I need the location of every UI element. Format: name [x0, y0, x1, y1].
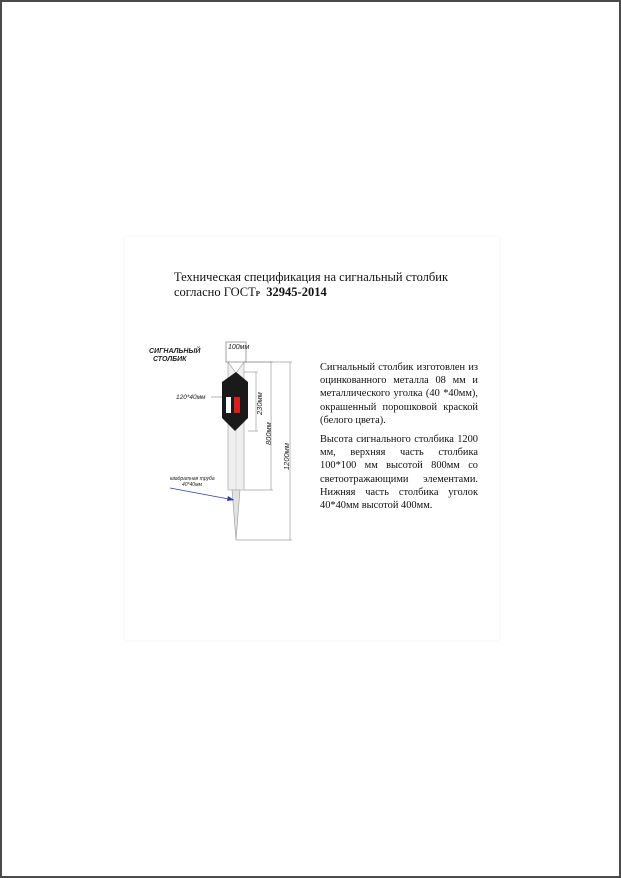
- document-title: [174, 270, 448, 302]
- pipe-label-line-1: квадратная труба: [170, 476, 215, 482]
- figure-caption-line-2: СТОЛБИК: [153, 356, 187, 363]
- post-lower-angle: [232, 490, 240, 540]
- title-gost-subscript: Р: [255, 290, 261, 298]
- description-text: [320, 361, 478, 518]
- post-drawing-svg: [148, 340, 313, 545]
- dim-width-label: 100мм: [228, 344, 250, 351]
- dim-800-label: 800мм: [264, 422, 273, 445]
- description-paragraph-1: Сигнальный столбик изготовлен из оцинкованного металла 08 мм и металлического уголка (40 *40мм), окрашенный порошковой краской (белого цвета).: [320, 362, 478, 426]
- post-drawing: [148, 340, 313, 545]
- pipe-label-line-2: 40*40мм: [182, 482, 202, 488]
- title-line-2: [174, 285, 448, 302]
- dim-angle-label: 120*40мм: [176, 394, 206, 401]
- title-gost-prefix: согласно ГОСТ: [174, 285, 256, 299]
- reflector-red-stripe: [234, 397, 240, 413]
- title-gost-number: 32945-2014: [266, 285, 327, 299]
- pipe-leader-arrow: [170, 488, 234, 500]
- dim-230-label: 230мм: [255, 392, 264, 415]
- reflector-white-stripe: [226, 397, 231, 413]
- figure-caption-line-1: СИГНАЛЬНЫЙ: [149, 348, 201, 355]
- description-paragraph-2: Высота сигнального столбика 1200 мм, верхняя часть столбика 100*100 мм высотой 800мм со светоотражающими элементами. Нижняя часть столбика уголок 40*40мм высотой 400мм.: [320, 434, 478, 512]
- dim-1200-label: 1200мм: [282, 443, 291, 470]
- title-line-1: Техническая спецификация на сигнальный столбик: [174, 270, 449, 284]
